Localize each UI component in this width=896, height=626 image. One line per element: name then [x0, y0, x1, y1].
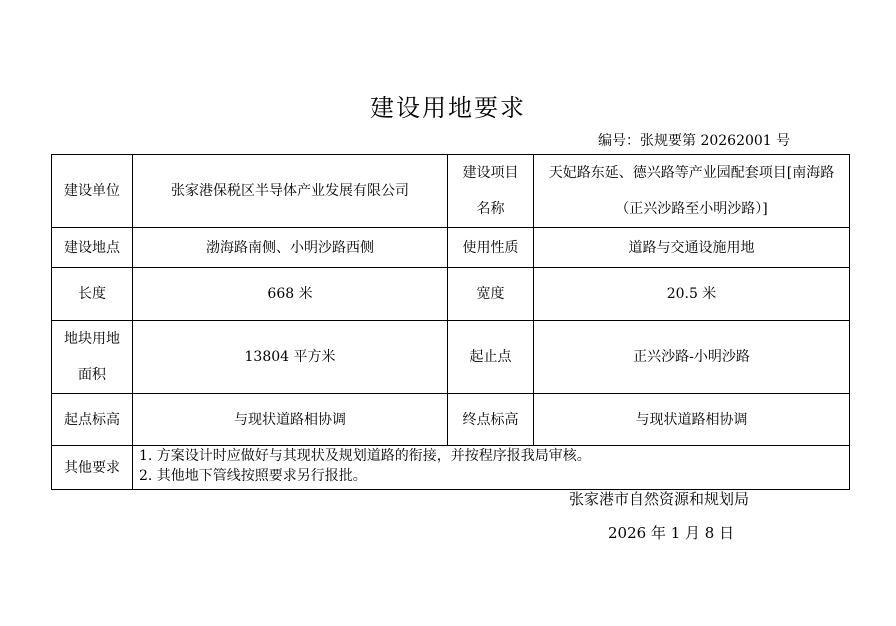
- project-name-label: [448, 155, 534, 228]
- table-row: [52, 321, 850, 394]
- table-row: [52, 228, 850, 268]
- document-number: 编号：张规要第 20262001 号: [598, 133, 791, 149]
- start-elevation-label: 起点标高: [52, 394, 133, 446]
- note-item: 2. 其他地下管线按照要求另行报批。: [139, 468, 367, 484]
- land-use-label: 使用性质: [448, 228, 534, 268]
- table-row: [52, 446, 850, 490]
- length-label: 长度: [52, 268, 133, 321]
- width-label: 宽度: [448, 268, 534, 321]
- issue-date: 2026 年 1 月 8 日: [608, 524, 735, 542]
- table-row: [52, 394, 850, 446]
- other-requirements-label: 其他要求: [52, 446, 133, 490]
- construction-unit-value: 张家港保税区半导体产业发展有限公司: [133, 155, 448, 228]
- project-name-value-line1: 天妃路东延、德兴路等产业园配套项目[南海路: [548, 165, 835, 181]
- requirements-table: [51, 154, 850, 490]
- construction-unit-label: 建设单位: [52, 155, 133, 228]
- table-row: [52, 268, 850, 321]
- project-name-value-line2: （正兴沙路至小明沙路）]: [615, 201, 768, 217]
- end-elevation-label: 终点标高: [448, 394, 534, 446]
- start-end-value: 正兴沙路-小明沙路: [534, 321, 850, 394]
- construction-site-label: 建设地点: [52, 228, 133, 268]
- project-name-label-line1: 建设项目: [462, 165, 519, 181]
- start-elevation-value: 与现状道路相协调: [133, 394, 448, 446]
- width-value: 20.5 米: [534, 268, 850, 321]
- issuing-authority: 张家港市自然资源和规划局: [569, 490, 750, 508]
- land-area-label-line1: 地块用地: [64, 331, 120, 347]
- land-area-label: [52, 321, 133, 394]
- length-value: 668 米: [133, 268, 448, 321]
- land-area-value: 13804 平方米: [133, 321, 448, 394]
- start-end-label: 起止点: [448, 321, 534, 394]
- other-requirements-notes: [133, 446, 850, 490]
- document-title: 建设用地要求: [370, 94, 526, 122]
- project-name-value: [534, 155, 850, 228]
- project-name-label-line2: 名称: [476, 201, 505, 217]
- end-elevation-value: 与现状道路相协调: [534, 394, 850, 446]
- land-use-value: 道路与交通设施用地: [534, 228, 850, 268]
- table-row: [52, 155, 850, 228]
- construction-site-value: 渤海路南侧、小明沙路西侧: [133, 228, 448, 268]
- note-item: 1. 方案设计时应做好与其现状及规划道路的衔接，并按程序报我局审核。: [139, 448, 591, 464]
- land-area-label-line2: 面积: [78, 367, 106, 383]
